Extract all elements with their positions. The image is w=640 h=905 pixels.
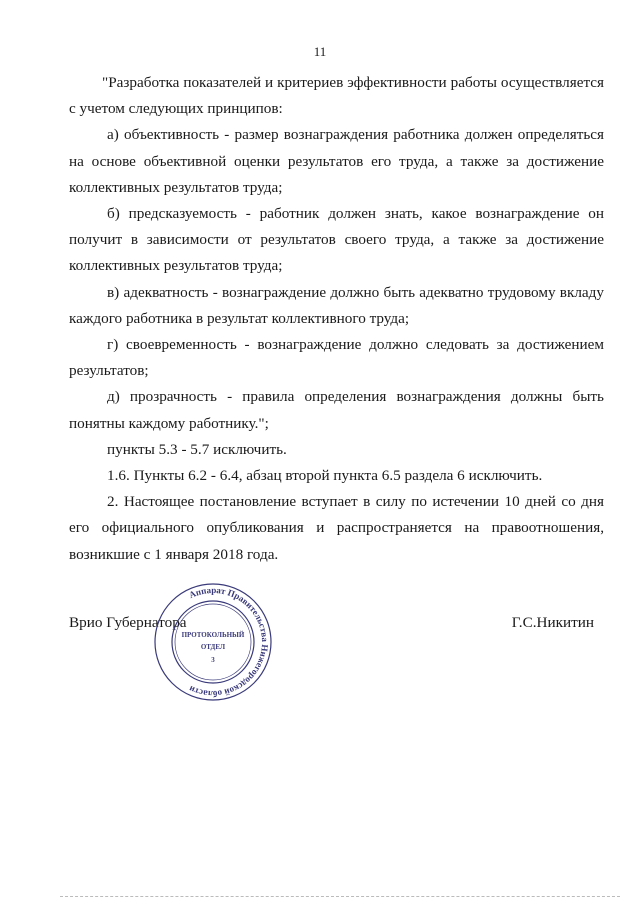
stamp-ring-text: Аппарат Правительства Нижегородской области [187,584,271,700]
page-number: 11 [313,44,327,59]
stamp-line-3: 3 [211,656,215,664]
document-body [69,70,604,568]
stamp-line-1: ПРОТОКОЛЬНЫЙ [181,631,245,639]
signature-title: Врио Губернатора [69,614,187,631]
stamp-seal [152,581,274,703]
stamp-inner-ring [172,601,254,683]
stamp-line-2: ОТДЕЛ [200,643,226,651]
stamp-inner-ring-thin [175,604,251,680]
paragraph-1-6: 1.6. Пункты 6.2 - 6.4, абзац второй пункта 6.5 раздела 6 исключить. [107,467,543,485]
footer-scan-line [60,896,620,898]
paragraph-intro: "Разработка показателей и критериев эффективности работы осуществляется с учетом следующих принципов: [69,74,604,118]
paragraph-timeliness: г) своевременность - вознаграждение должно следовать за достижением результатов; [69,336,604,380]
signature-name: Г.С.Никитин [511,614,594,631]
paragraph-predictability: б) предсказуемость - работник должен знать, какое вознаграждение он получит в зависимости от результатов своего труда, а также за достижение коллективных результатов труда; [69,205,604,275]
paragraph-adequacy: в) адекватность - вознаграждение должно быть адекватно трудовому вкладу каждого работника в результат коллективного труда; [69,283,604,327]
paragraph-2: 2. Настоящее постановление вступает в силу по истечении 10 дней со дня его официального опубликования и распространяется на правоотношения, возникшие с 1 января 2018 года. [69,493,604,563]
paragraph-objectivity: а) объективность - размер вознаграждения работника должен определяться на основе объективной оценки результатов его труда, а также за достижение коллективных результатов труда; [69,126,604,196]
paragraph-transparency: д) прозрачность - правила определения вознаграждения должны быть понятны каждому работнику."; [69,388,604,432]
paragraph-exclude-points: пункты 5.3 - 5.7 исключить. [107,440,287,458]
